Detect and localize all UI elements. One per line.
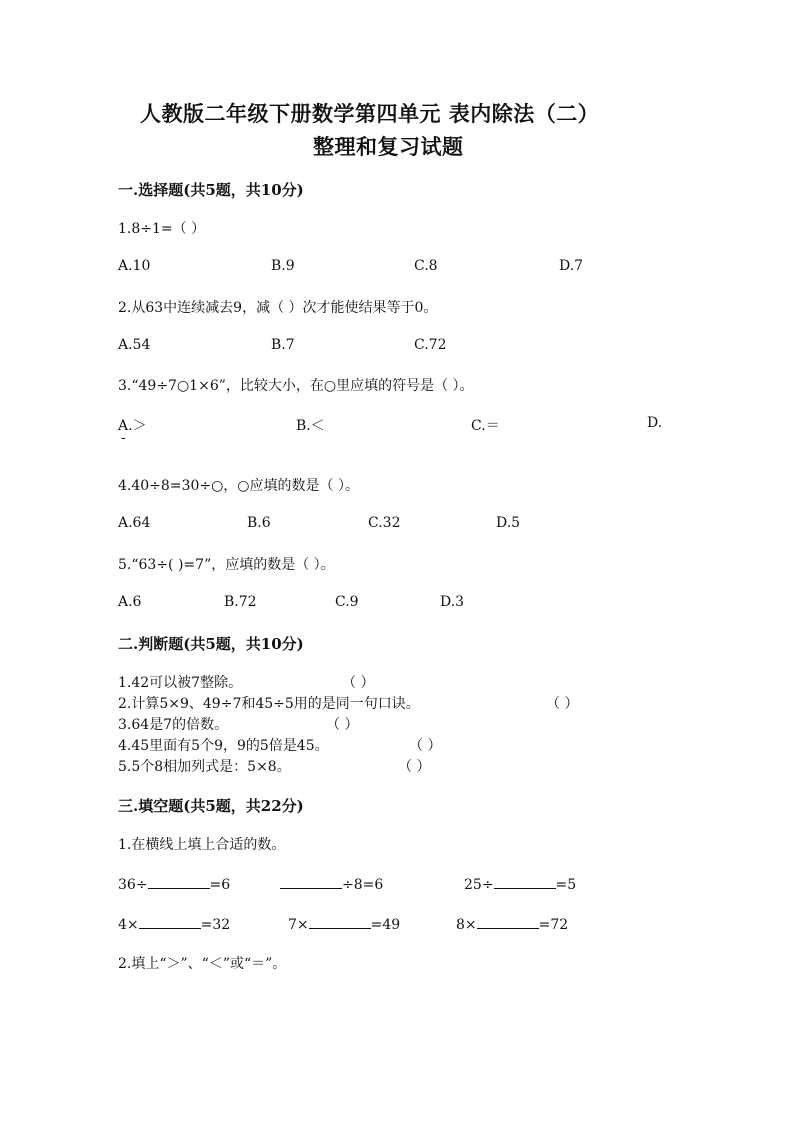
fill-q1-row1-item1-post: =6	[209, 877, 231, 893]
choice-q5-option-d: D.3	[440, 594, 465, 610]
judgment-item-5: 5.5个8相加列式是：5×8。	[118, 759, 291, 775]
choice-q3-stem: 3.“49÷7○1×6”，比较大小，在○里应填的符号是（ ）。	[118, 378, 474, 394]
judgment-item-2-paren: （ ）	[546, 696, 579, 712]
fill-q1-row2-item2-post: =49	[370, 917, 401, 933]
fill-q1-row2-item1	[118, 914, 230, 933]
answer-blank[interactable]	[494, 874, 556, 889]
fill-q1-row1-item2	[280, 874, 383, 893]
fill-q1-row2-item2-pre: 7×	[288, 917, 309, 933]
judgment-item-5-paren: （ ）	[398, 759, 431, 775]
judgment-item-1: 1.42可以被7整除。	[118, 675, 243, 691]
section-heading-judgment: 二.判断题(共5题，共10分)	[118, 635, 304, 653]
choice-q3-option-d-overflow: -	[121, 430, 126, 446]
answer-blank[interactable]	[309, 914, 371, 929]
choice-q5-option-c: C.9	[335, 594, 359, 610]
choice-q4-option-a: A.64	[118, 515, 151, 531]
judgment-item-1-paren: （ ）	[342, 675, 375, 691]
judgment-item-3: 3.64是7的倍数。	[118, 717, 229, 733]
choice-q4-option-c: C.32	[368, 515, 401, 531]
fill-q1-stem: 1.在横线上填上合适的数。	[118, 837, 286, 853]
judgment-item-3-paren: （ ）	[326, 717, 359, 733]
fill-q1-row2-item2	[288, 914, 400, 933]
answer-blank[interactable]	[477, 914, 539, 929]
fill-q1-row1-item1-pre: 36÷	[118, 877, 148, 893]
choice-q5-stem: 5.“63÷( )=7”，应填的数是（ ）。	[118, 557, 335, 573]
choice-q1-option-a: A.10	[118, 258, 151, 274]
section-heading-choice: 一.选择题(共5题，共10分)	[118, 181, 304, 199]
fill-q1-row2-item3-pre: 8×	[456, 917, 477, 933]
choice-q1-option-b: B.9	[271, 258, 295, 274]
choice-q2-stem: 2.从63中连续减去9，减（ ）次才能使结果等于0。	[118, 300, 438, 316]
choice-q2-option-c: C.72	[414, 337, 447, 353]
choice-q1-stem: 1.8÷1=（ ）	[118, 221, 206, 237]
fill-q1-row2-item3	[456, 914, 568, 933]
choice-q4-stem: 4.40÷8=30÷○，○应填的数是（ ）。	[118, 478, 359, 494]
judgment-item-4-paren: （ ）	[409, 738, 442, 754]
judgment-item-2: 2.计算5×9、49÷7和45÷5用的是同一句口诀。	[118, 696, 420, 712]
choice-q4-option-d: D.5	[496, 515, 521, 531]
choice-q3-option-b: B.＜	[296, 418, 325, 434]
fill-q1-row1-item3-pre: 25÷	[464, 877, 494, 893]
choice-q5-option-b: B.72	[224, 594, 257, 610]
answer-blank[interactable]	[280, 874, 342, 889]
choice-q5-option-a: A.6	[118, 594, 142, 610]
choice-q3-option-a: A.＞	[118, 418, 147, 434]
fill-q1-row2-item1-pre: 4×	[118, 917, 139, 933]
judgment-item-4: 4.45里面有5个9，9的5倍是45。	[118, 738, 329, 754]
fill-q1-row1-item1	[118, 874, 230, 893]
fill-q1-row2-item3-post: =72	[538, 917, 569, 933]
choice-q3-option-d: D.	[647, 415, 663, 431]
choice-q3-option-c: C.＝	[471, 418, 500, 434]
answer-blank[interactable]	[139, 914, 201, 929]
choice-q1-option-c: C.8	[414, 258, 438, 274]
section-heading-fill: 三.填空题(共5题，共22分)	[118, 797, 304, 815]
document-title-line1: 人教版二年级下册数学第四单元 表内除法（二）	[140, 101, 600, 126]
answer-blank[interactable]	[148, 874, 210, 889]
choice-q2-option-b: B.7	[271, 337, 295, 353]
fill-q1-row1-item2-post: ÷8=6	[342, 877, 384, 893]
fill-q2-stem: 2.填上“＞”、“＜”或“＝”。	[118, 956, 287, 972]
document-title-line2: 整理和复习试题	[313, 134, 464, 159]
choice-q2-option-a: A.54	[118, 337, 151, 353]
fill-q1-row2-item1-post: =32	[200, 917, 231, 933]
fill-q1-row1-item3-post: =5	[555, 877, 577, 893]
choice-q1-option-d: D.7	[559, 258, 584, 274]
choice-q4-option-b: B.6	[247, 515, 271, 531]
fill-q1-row1-item3	[464, 874, 576, 893]
